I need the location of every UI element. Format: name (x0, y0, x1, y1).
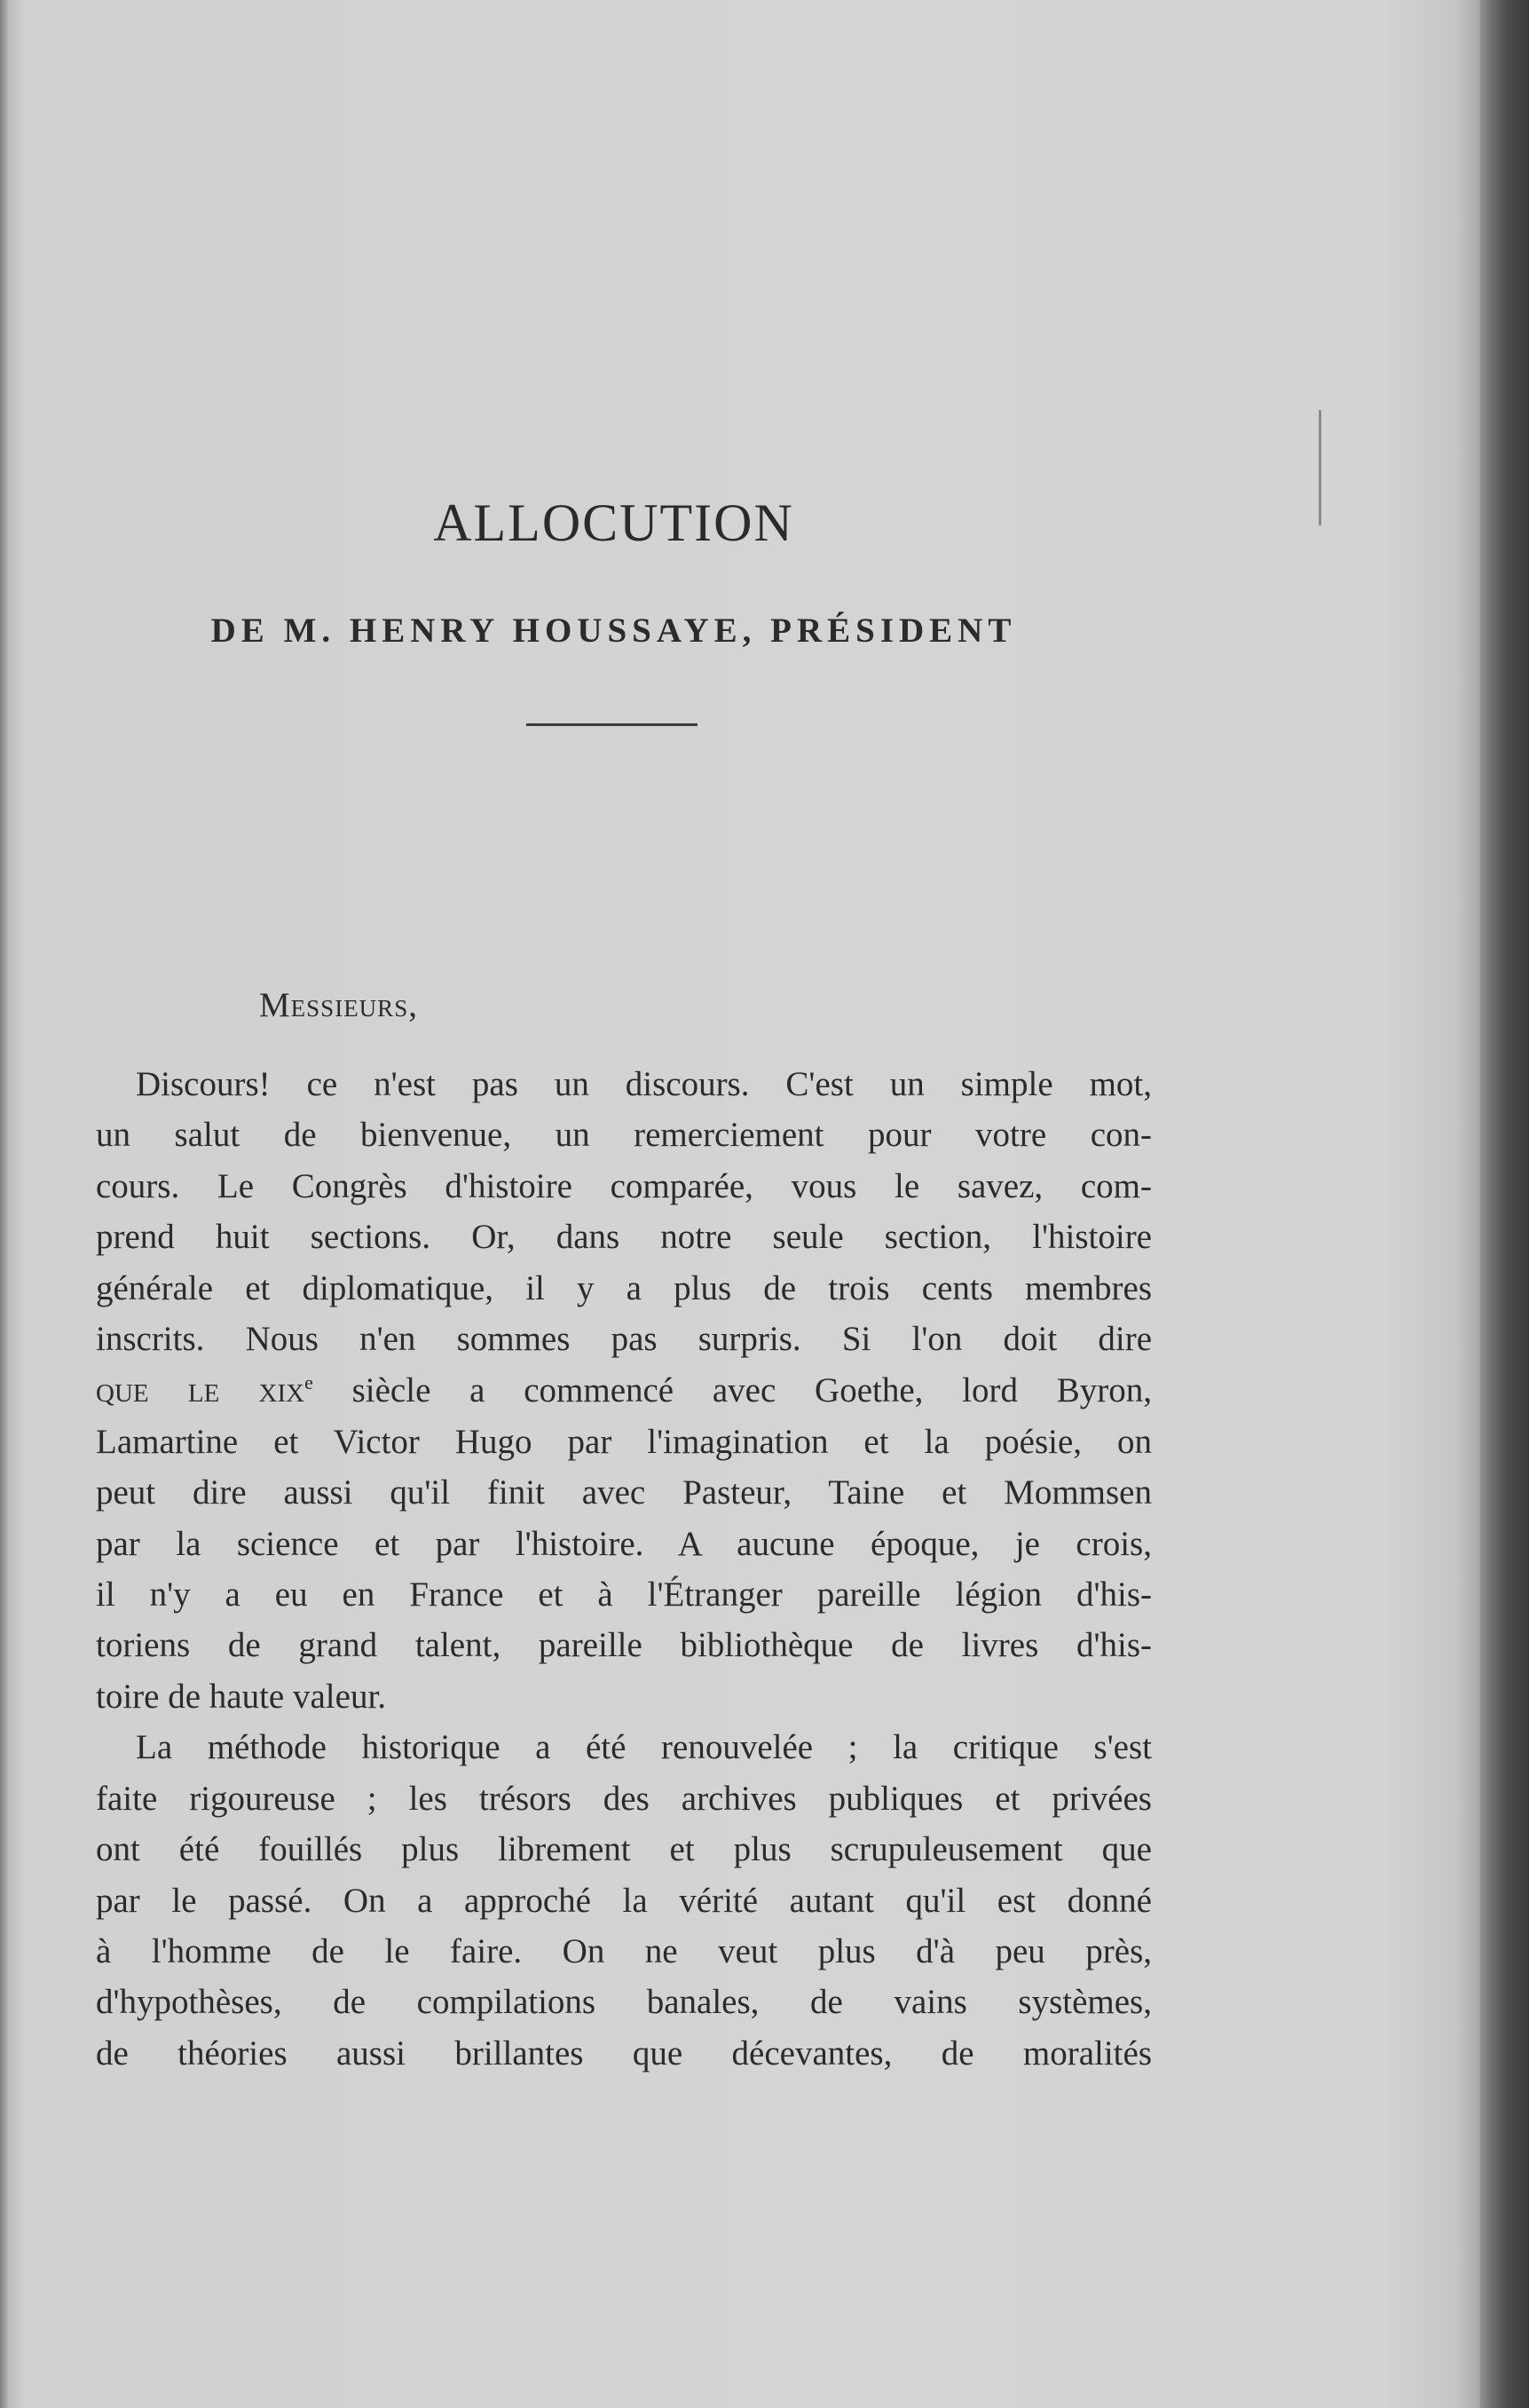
document-title: ALLOCUTION (433, 493, 794, 552)
text-line: ont été fouillés plus librement et plus scrupuleusement que (96, 1830, 1152, 1869)
text-line: cours. Le Congrès d'histoire comparée, vous le savez, com- (96, 1166, 1152, 1205)
title-rule (526, 723, 698, 726)
text-line: peut dire aussi qu'il finit avec Pasteur, Taine et Mommsen (96, 1473, 1152, 1512)
text-line: d'hypothèses, de compilations banales, de vains systèmes, (96, 1983, 1152, 2022)
text-line: La méthode historique a été renouvelée ; la critique s'est (136, 1728, 1152, 1767)
page-binding-shadow (1480, 0, 1529, 2408)
text-line-century (96, 1364, 1152, 1416)
binding-mark (1319, 410, 1321, 525)
text-line: inscrits. Nous n'en sommes pas surpris. Si l'on doit dire (96, 1320, 1152, 1359)
century-line-rest: siècle a commencé avec Goethe, lord Byron, (312, 1371, 1153, 1410)
body-text (96, 1059, 1152, 2079)
text-line: un salut de bienvenue, un remerciement pour votre con- (96, 1116, 1152, 1155)
century-superscript: e (304, 1371, 313, 1394)
text-line: par la science et par l'histoire. A aucune époque, je crois, (96, 1524, 1152, 1563)
text-line: générale et diplomatique, il y a plus de trois cents membres (96, 1268, 1152, 1307)
text-line: faite rigoureuse ; les trésors des archives publiques et privées (96, 1779, 1152, 1818)
text-line: Lamartine et Victor Hugo par l'imagination et la poésie, on (96, 1422, 1152, 1461)
text-line: toire de haute valeur. (96, 1677, 387, 1716)
text-line: Discours! ce n'est pas un discours. C'est un simple mot, (136, 1065, 1152, 1103)
century-numeral: que le xix (96, 1369, 305, 1410)
text-line: toriens de grand talent, pareille bibliothèque de livres d'his- (96, 1626, 1152, 1665)
document-subtitle: DE M. HENRY HOUSSAYE, PRÉSIDENT (210, 612, 1017, 650)
paragraph-1 (96, 1059, 1152, 1722)
text-line: prend huit sections. Or, dans notre seule section, l'histoire (96, 1218, 1152, 1257)
paragraph-2 (96, 1722, 1152, 2079)
salutation: Messieurs, (259, 986, 418, 1024)
text-line: par le passé. On a approché la vérité autant qu'il est donné (96, 1881, 1152, 1920)
text-line: il n'y a eu en France et à l'Étranger pareille légion d'his- (96, 1575, 1152, 1615)
text-line: à l'homme de le faire. On ne veut plus d'à peu près, (96, 1931, 1152, 1970)
text-line: de théories aussi brillantes que décevantes, de moralités (96, 2033, 1152, 2072)
